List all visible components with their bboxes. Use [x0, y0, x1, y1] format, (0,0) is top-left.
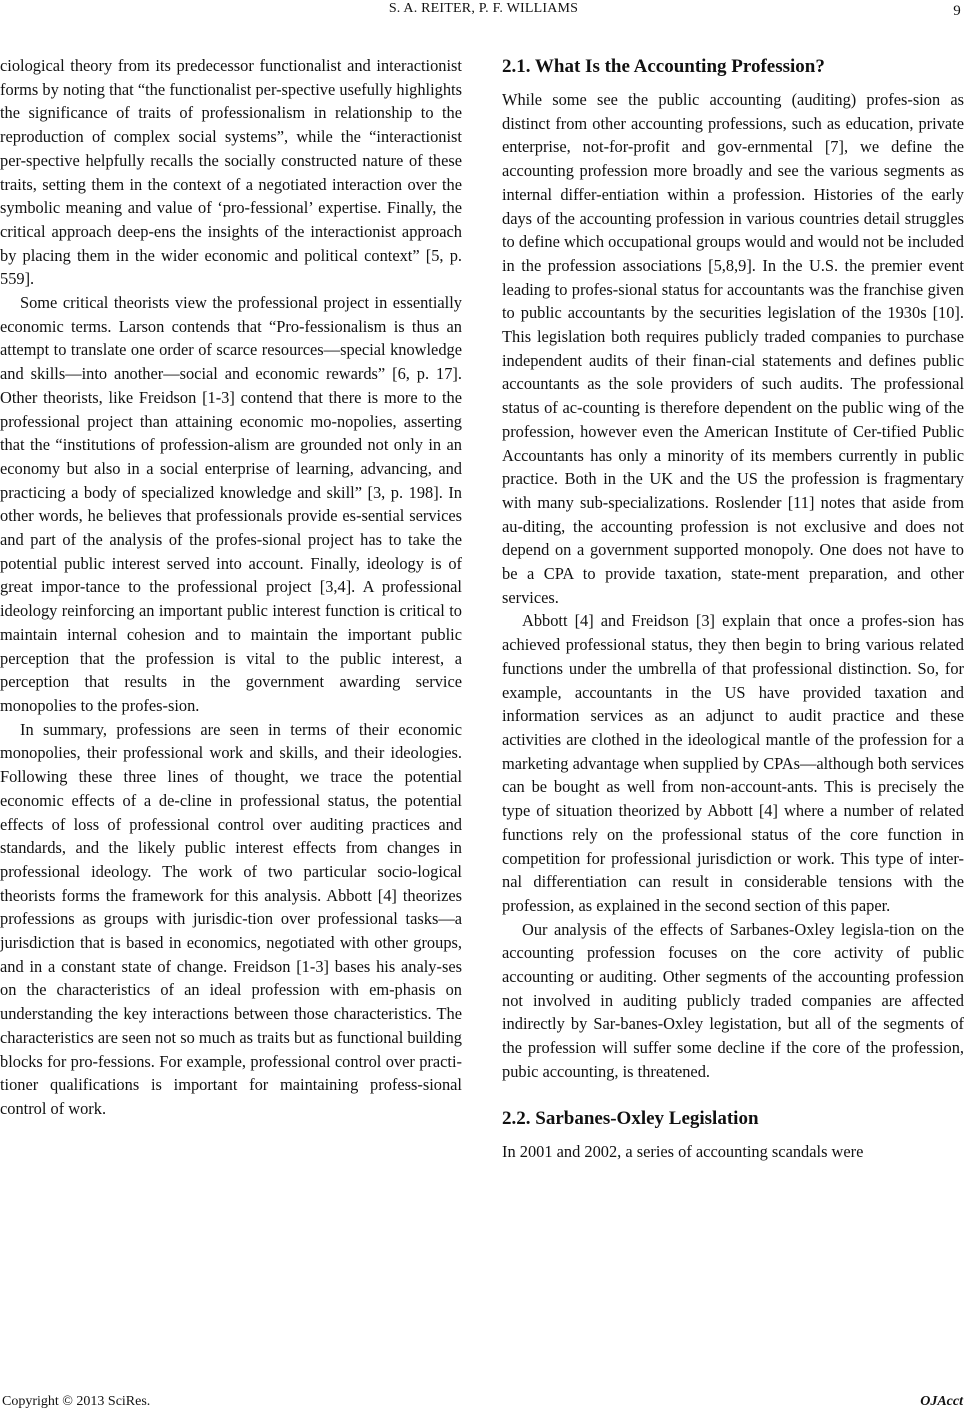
- body-paragraph: Some critical theorists view the professional project in essentially economic terms. Larson contends that “Pro-fessionalism is thus an attempt to translate one order of scarce resources—special knowledge and skills—into another—social and economic rewards” [6, p. 17]. Other theorists, like Freidson [1-3] contend that there is more to the professional project than attaining economic mo-nopolies, asserting that the “institutions of profession-alism are grounded not only in an economy but also in a social enterprise of learning, advancing, and practicing a body of specialized knowledge and skill” [3, p. 198]. In other words, he believes that professionals provide es-sential services and part of the analysis of the profes-sional project has to take the potential public interest served into account. Finally, ideology is of great impor-tance to the professional project [3,4]. A professional ideology reinforcing an important public interest function is critical to maintain internal cohesion and to maintain the important public perception that the profession is vital to the public interest, a perception that results in the government awarding service monopolies to the profes-sion.: [0, 293, 462, 715]
- section-heading-accounting-profession: 2.1. What Is the Accounting Profession?: [502, 56, 825, 77]
- body-paragraph: In 2001 and 2002, a series of accounting scandals were: [502, 1141, 864, 1161]
- running-header: [0, 0, 967, 26]
- running-header-authors: S. A. REITER, P. F. WILLIAMS: [388, 1, 579, 16]
- copyright-notice: Copyright © 2013 SciRes.: [2, 1394, 151, 1409]
- body-paragraph: In summary, professions are seen in terms of their economic monopolies, their professional work and skills, and their ideologies. Following these three lines of thought, we trace the potential economic effects of a de-cline in professional status, the potential effects of loss of professional control over auditing practices and standards, and the likely public interest effects from changes in professional ideology. The work of two particular socio-logical theorists forms the framework for this analysis. Abbott [4] theorizes professions as groups with jurisdic-tion over professional tasks—a jurisdiction that is based in economics, negotiated with other groups, and in a constant state of change. Freidson [1-3] bases his analy-ses on the characteristics of an ideal profession with em-phasis on understanding the key interactions between those characteristics. The characteristics are seen not so much as traits but as functional building blocks for pro-fessions. For example, professional control over practi-tioner qualifications is important for maintaining profess-sional control of work.: [0, 719, 462, 1118]
- left-column: [0, 54, 462, 1121]
- journal-abbreviation: OJAcct: [920, 1394, 963, 1409]
- body-paragraph: While some see the public accounting (auditing) profes-sion as distinct from other accounting professions, such as education, private enterprise, not-for-profit and gov-ernmental [7], we define the accounting profession more broadly and see the various segments as internal differ-entiation within a profession. Histories of the early days of the accounting profession in various countries detail struggles to define which occupational groups would and would not be included in the profession associations [5,8,9]. In the U.S. the premier event leading to profes-sional status for accountants was the franchise given to public accountants by the securities legislation of the 1930s [10]. This legislation both requires publicly traded companies to purchase independent audits of their finan-cial statements and defines public accountants as the sole providers of such audits. The professional status of ac-counting is therefore dependent on the public wing of the profession, however even the American Institute of Cer-tified Public Accountants has only a minority of its members currently in public practice. Both in the UK and the US the profession is fragmentary with many sub-specializations. Roslender [11] notes that aside from au-diting, the accounting profession is not exclusive and does not depend on a government supported monopoly. One does not have to be a CPA to provide taxation, state-ment preparation, and other services.: [502, 90, 964, 607]
- page-footer: [0, 1394, 967, 1412]
- body-paragraph: ciological theory from its predecessor functionalist and interactionist forms by noting that “the functionalist per-spective usefully highlights the significance of traits of professionalism in relationship to the reproduction of complex social systems”, while the “interactionist per-spective helpfully recalls the socially constructed nature of these traits, setting them in the context of a negotiated interaction over the symbolic meaning and value of ‘pro-fessional’ expertise. Finally, the critical approach deep-ens the insights of the interactionist approach by placing them in the wider economic and political context” [5, p. 559].: [0, 56, 462, 289]
- right-column: [502, 54, 964, 1163]
- page-number: 9: [953, 3, 961, 19]
- section-heading-sarbanes-oxley: 2.2. Sarbanes-Oxley Legislation: [502, 1107, 759, 1129]
- body-paragraph: Abbott [4] and Freidson [3] explain that once a profes-sion has achieved professional status, they then begin to bring various related functions under the umbrella of that professional distinction. So, for example, accountants in the US have provided taxation and information services as an adjunct to audit practice and these activities are clothed in the ideological mantle of the profession for a marketing advantage when supplied by CPAs—although both services can be bought as well from non-account-ants. This is precisely the type of situation theorized by Abbott [4] where a number of related functions rely on the professional status of the core function in competition for professional jurisdiction or work. This type of inter-nal differentiation can result in considerable tensions with the profession, as explained in the second section of this paper.: [502, 611, 964, 915]
- body-paragraph: Our analysis of the effects of Sarbanes-Oxley legisla-tion on the accounting profession focuses on the core activity of public accounting or auditing. Other segments of the accounting profession not involved in auditing publicly traded companies are affected indirectly by Sar-banes-Oxley legistation, but all of the segments of the profession will suffer some decline if the core of the profession, pubic accounting, is threatened.: [502, 919, 964, 1081]
